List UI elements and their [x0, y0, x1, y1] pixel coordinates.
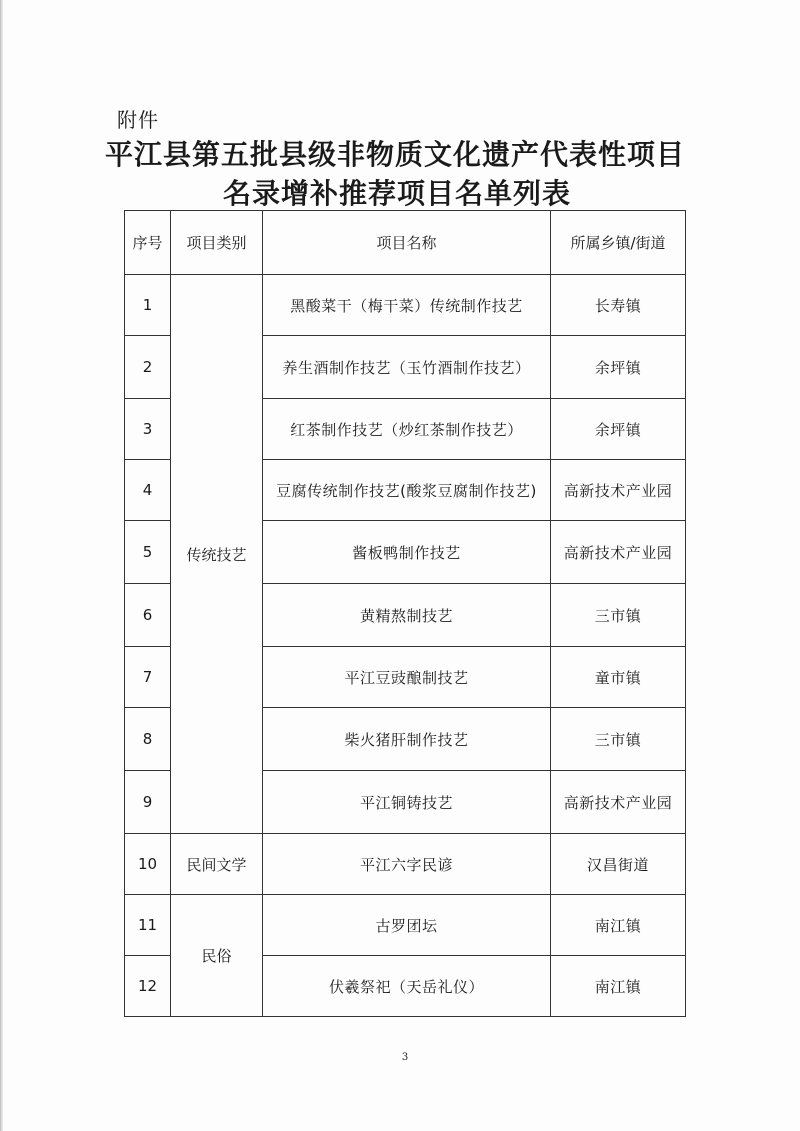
town-cell: 三市镇: [551, 584, 686, 647]
project-name-cell: 豆腐传统制作技艺(酸浆豆腐制作技艺): [263, 460, 551, 521]
town-cell: 南江镇: [551, 956, 686, 1017]
project-list-table: [124, 210, 686, 1017]
seq-cell: 7: [125, 647, 171, 708]
seq-cell: 5: [125, 521, 171, 584]
header-town: 所属乡镇/街道: [551, 211, 686, 275]
seq-cell: 11: [125, 895, 171, 956]
seq-cell: 12: [125, 956, 171, 1017]
project-name-cell: 黑酸菜干（梅干菜）传统制作技艺: [263, 275, 551, 336]
seq-cell: 9: [125, 771, 171, 834]
project-name-cell: 酱板鸭制作技艺: [263, 521, 551, 584]
project-name-cell: 黄精熬制技艺: [263, 584, 551, 647]
category-cell-folk-literature: 民间文学: [171, 834, 263, 895]
project-name-cell: 柴火猪肝制作技艺: [263, 708, 551, 771]
seq-cell: 2: [125, 336, 171, 399]
seq-cell: 10: [125, 834, 171, 895]
project-name-cell: 平江豆豉酿制技艺: [263, 647, 551, 708]
project-name-cell: 平江铜铸技艺: [263, 771, 551, 834]
town-cell: 三市镇: [551, 708, 686, 771]
seq-cell: 6: [125, 584, 171, 647]
town-cell: 汉昌街道: [551, 834, 686, 895]
document-title-line-2: 名录增补推荐项目名单列表: [222, 177, 571, 210]
table-row: [125, 275, 686, 336]
category-cell-folk-custom: 民俗: [171, 895, 263, 1017]
town-cell: 高新技术产业园: [551, 460, 686, 521]
attachment-label: 附件: [117, 108, 159, 132]
seq-cell: 4: [125, 460, 171, 521]
seq-cell: 8: [125, 708, 171, 771]
table-header-row: [125, 211, 686, 275]
town-cell: 南江镇: [551, 895, 686, 956]
project-name-cell: 红茶制作技艺（炒红茶制作技艺）: [263, 399, 551, 460]
town-cell: 高新技术产业园: [551, 521, 686, 584]
town-cell: 余坪镇: [551, 399, 686, 460]
seq-cell: 1: [125, 275, 171, 336]
project-name-cell: 养生酒制作技艺（玉竹酒制作技艺）: [263, 336, 551, 399]
town-cell: 高新技术产业园: [551, 771, 686, 834]
page-number: 3: [401, 1052, 409, 1063]
header-category: 项目类别: [171, 211, 263, 275]
town-cell: 余坪镇: [551, 336, 686, 399]
town-cell: 童市镇: [551, 647, 686, 708]
town-cell: 长寿镇: [551, 275, 686, 336]
project-name-cell: 伏羲祭祀（天岳礼仪）: [263, 956, 551, 1017]
table-row: [125, 895, 686, 956]
header-name: 项目名称: [263, 211, 551, 275]
seq-cell: 3: [125, 399, 171, 460]
category-cell-traditional-craft: 传统技艺: [171, 275, 263, 834]
project-name-cell: 平江六字民谚: [263, 834, 551, 895]
table-row: [125, 834, 686, 895]
header-seq: 序号: [125, 211, 171, 275]
project-name-cell: 古罗团坛: [263, 895, 551, 956]
document-title-line-1: 平江县第五批县级非物质文化遗产代表性项目: [104, 138, 685, 171]
